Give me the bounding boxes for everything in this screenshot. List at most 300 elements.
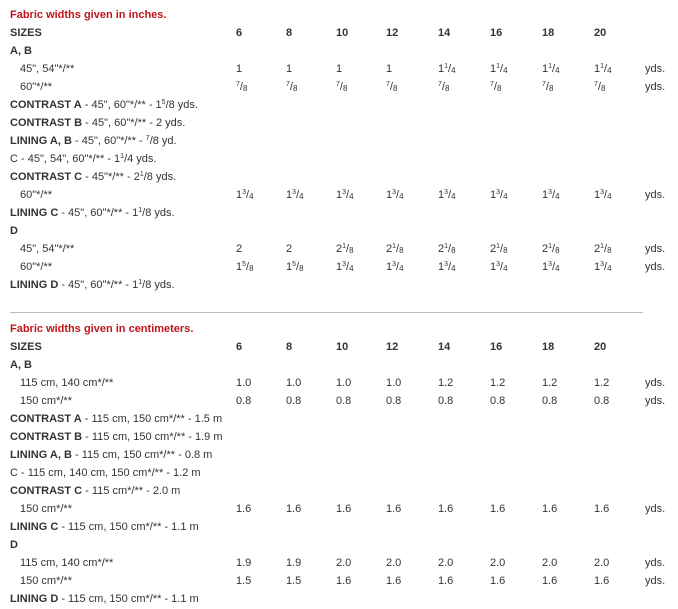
size-heading: 10 — [336, 341, 349, 353]
fraction-numerator: 1 — [138, 279, 143, 286]
size-heading: 8 — [286, 27, 293, 39]
fraction-denominator: 4 — [349, 192, 354, 201]
size-heading: 16 — [490, 27, 503, 39]
note-text: /4 yds. — [124, 153, 157, 165]
yardage-value: 0.8 — [542, 395, 558, 407]
whole-number: 2 — [386, 243, 393, 255]
yardage-value: $1^3/_4$ — [594, 261, 612, 273]
note-text: /8 yds. — [165, 99, 198, 111]
fraction-denominator: 8 — [496, 84, 502, 93]
whole-number: 1 — [336, 189, 343, 201]
note-heading: LINING D — [10, 593, 59, 605]
fabric-note — [10, 464, 201, 482]
table-row — [0, 572, 678, 590]
fraction-numerator: 3 — [242, 189, 247, 196]
whole-number: 1 — [490, 63, 497, 75]
yardage-value: 1.6 — [386, 503, 402, 515]
fraction-denominator: 8 — [249, 264, 254, 273]
note-heading: LINING A, B — [10, 135, 72, 147]
fabric-width-label: 60"*/** — [20, 81, 53, 93]
fabric-note — [10, 276, 175, 294]
size-heading: 20 — [594, 27, 607, 39]
fraction-denominator: 4 — [503, 192, 508, 201]
fraction-numerator: 5 — [292, 261, 297, 268]
fraction-numerator: 7 — [236, 81, 240, 88]
fraction-numerator: 3 — [342, 261, 347, 268]
group-heading-row — [0, 222, 678, 240]
yardage-value: 1.6 — [490, 503, 506, 515]
fabric-note — [10, 114, 185, 132]
yardage-value: $1^3/_4$ — [438, 189, 456, 201]
yardage-value: 1.6 — [490, 575, 506, 587]
yardage-value: $2^1/_8$ — [594, 243, 612, 255]
unit-label: yds. — [645, 557, 666, 569]
fraction-denominator: 4 — [451, 66, 456, 75]
yardage-value: 1.6 — [542, 503, 558, 515]
note-row — [0, 518, 678, 536]
fabric-width-label: 115 cm, 140 cm*/** — [20, 557, 114, 569]
fraction-numerator: 1 — [548, 243, 553, 250]
whole-number: 1 — [336, 261, 343, 273]
whole-number: 1 — [286, 261, 293, 273]
yardage-value: 1.6 — [438, 575, 454, 587]
note-text: - 45", 60"*/** - 2 yds. — [82, 117, 186, 129]
group-heading: D — [10, 225, 18, 237]
fraction-numerator: 7 — [336, 81, 340, 88]
unit-label: yds. — [645, 261, 666, 273]
yardage-value: $1^3/_4$ — [336, 261, 354, 273]
unit-label: yds. — [645, 63, 666, 75]
yardage-value: 1.9 — [236, 557, 252, 569]
fraction-numerator: 7 — [438, 81, 442, 88]
fraction-numerator: 1 — [138, 207, 143, 214]
note-row — [0, 276, 678, 294]
note-heading: LINING A, B — [10, 449, 72, 461]
fraction-numerator: 7 — [542, 81, 546, 88]
fraction-numerator: 5 — [242, 261, 247, 268]
sizes-header-row — [0, 24, 678, 42]
fraction-numerator: 7 — [386, 81, 390, 88]
whole-number: 1 — [594, 63, 601, 75]
table-row — [0, 392, 678, 410]
note-text: - 45", 60"*/** - 1 — [58, 207, 139, 219]
yardage-value: $1^1/_4$ — [542, 63, 560, 75]
fraction-numerator: 3 — [548, 189, 553, 196]
centimeters-section — [0, 320, 678, 608]
fraction-numerator: 3 — [600, 261, 605, 268]
fabric-note — [10, 96, 198, 114]
sizes-header-row — [0, 338, 678, 356]
whole-number: 1 — [542, 63, 549, 75]
yardage-value: 2.0 — [594, 557, 610, 569]
yardage-value: $1^3/_4$ — [236, 189, 254, 201]
size-heading: 12 — [386, 341, 399, 353]
fabric-note — [10, 428, 223, 446]
yardage-value: 0.8 — [594, 395, 610, 407]
whole-number: 1 — [438, 261, 445, 273]
yardage-value: 1.6 — [336, 575, 352, 587]
fraction-denominator: 8 — [607, 246, 612, 255]
size-heading: 14 — [438, 27, 451, 39]
table-row — [0, 258, 678, 276]
unit-label: yds. — [645, 243, 666, 255]
note-text: /8 yds. — [142, 279, 175, 291]
fraction-numerator: 1 — [600, 63, 605, 70]
yardage-value: $^7/_8$ — [542, 81, 554, 93]
yardage-value: 0.8 — [438, 395, 454, 407]
fabric-width-label: 150 cm*/** — [20, 575, 72, 587]
fraction-numerator: 3 — [292, 189, 297, 196]
fraction-denominator: 8 — [399, 246, 404, 255]
whole-number: 1 — [236, 261, 243, 273]
yardage-value: 1.0 — [236, 377, 252, 389]
note-text: - 115 cm, 150 cm*/** - 1.9 m — [82, 431, 223, 443]
yardage-value: 1.0 — [286, 377, 302, 389]
fraction-denominator: 8 — [292, 84, 298, 93]
size-heading: 12 — [386, 27, 399, 39]
note-heading: CONTRAST A — [10, 99, 82, 111]
fraction-denominator: 8 — [299, 264, 304, 273]
note-text: /8 yds. — [142, 207, 175, 219]
fraction-denominator: 8 — [503, 246, 508, 255]
note-row — [0, 114, 678, 132]
fraction-numerator: 3 — [444, 189, 449, 196]
unit-label: yds. — [645, 377, 666, 389]
yardage-value: 1.6 — [336, 503, 352, 515]
yardage-value: $1^3/_4$ — [286, 189, 304, 201]
fraction-denominator: 8 — [342, 84, 348, 93]
yardage-value: $1^3/_4$ — [594, 189, 612, 201]
yardage-value: $2^1/_8$ — [542, 243, 560, 255]
yardage-value: $^7/_8$ — [236, 81, 248, 93]
fraction-numerator: 3 — [548, 261, 553, 268]
size-heading: 20 — [594, 341, 607, 353]
yardage-value: 1.6 — [286, 503, 302, 515]
note-text: - 45", 60"*/** - — [71, 135, 146, 147]
fraction-numerator: 7 — [145, 135, 150, 142]
yardage-value: $2^1/_8$ — [438, 243, 456, 255]
whole-number: 1 — [594, 261, 601, 273]
note-text: /8 yd. — [149, 135, 177, 147]
yardage-value: $^7/_8$ — [386, 81, 398, 93]
note-text: - 45"*/** - 2 — [82, 171, 140, 183]
yardage-value: 1.2 — [594, 377, 610, 389]
yardage-value: 2.0 — [386, 557, 402, 569]
size-heading: 14 — [438, 341, 451, 353]
fraction-numerator: 7 — [490, 81, 494, 88]
fraction-denominator: 4 — [555, 264, 560, 273]
group-heading-row — [0, 536, 678, 554]
fraction-numerator: 1 — [120, 153, 125, 160]
fraction-denominator: 4 — [607, 66, 612, 75]
yardage-value: 1.0 — [336, 377, 352, 389]
fraction-numerator: 7 — [594, 81, 598, 88]
yardage-value: 0.8 — [490, 395, 506, 407]
note-row — [0, 150, 678, 168]
yardage-value: $2^1/_8$ — [336, 243, 354, 255]
yardage-value: 1.2 — [438, 377, 454, 389]
note-heading: LINING D — [10, 279, 59, 291]
whole-number: 2 — [336, 243, 343, 255]
yardage-value: 0.8 — [336, 395, 352, 407]
note-row — [0, 168, 678, 186]
yardage-value: 1.0 — [386, 377, 402, 389]
fraction-denominator: 8 — [600, 84, 606, 93]
size-heading: 18 — [542, 341, 555, 353]
fabric-note — [10, 410, 222, 428]
yardage-value: 1.5 — [236, 575, 252, 587]
fabric-note — [10, 590, 199, 608]
fraction-denominator: 4 — [299, 192, 304, 201]
fabric-width-label: 45", 54"*/** — [20, 63, 75, 75]
section-title-row — [0, 320, 678, 338]
whole-number: 1 — [386, 261, 393, 273]
fraction-numerator: 3 — [496, 189, 501, 196]
whole-number: 1 — [542, 261, 549, 273]
section-title: Fabric widths given in centimeters. — [10, 323, 194, 335]
note-heading: CONTRAST C — [10, 171, 83, 183]
yardage-value: $2^1/_8$ — [386, 243, 404, 255]
yardage-value: 1.6 — [386, 575, 402, 587]
fabric-note — [10, 446, 212, 464]
yardage-value: $1^3/_4$ — [490, 189, 508, 201]
fraction-denominator: 8 — [451, 246, 456, 255]
fraction-numerator: 1 — [496, 63, 501, 70]
yardage-value: $1^3/_4$ — [336, 189, 354, 201]
whole-number: 1 — [386, 189, 393, 201]
section-title-row — [0, 6, 678, 24]
fraction-denominator: 4 — [555, 192, 560, 201]
fabric-width-label: 60"*/** — [20, 189, 53, 201]
note-text: - 115 cm, 150 cm*/** - 1.1 m — [58, 521, 199, 533]
fabric-width-label: 45", 54"*/** — [20, 243, 75, 255]
unit-label: yds. — [645, 81, 666, 93]
yardage-value: 1.5 — [286, 575, 302, 587]
group-heading: D — [10, 539, 18, 551]
fraction-numerator: 3 — [496, 261, 501, 268]
note-row — [0, 464, 678, 482]
fraction-denominator: 8 — [555, 246, 560, 255]
whole-number: 1 — [490, 261, 497, 273]
yardage-value: $1^3/_4$ — [542, 261, 560, 273]
yardage-value: 0.8 — [286, 395, 302, 407]
fraction-numerator: 1 — [444, 63, 449, 70]
note-heading: LINING C — [10, 521, 59, 533]
yardage-value: 2.0 — [490, 557, 506, 569]
group-heading: A, B — [10, 45, 32, 57]
yardage-value: 2 — [236, 243, 243, 255]
yardage-value: 1.9 — [286, 557, 302, 569]
whole-number: 1 — [438, 189, 445, 201]
fraction-numerator: 1 — [496, 243, 501, 250]
fraction-numerator: 1 — [600, 243, 605, 250]
yardage-value: 2.0 — [438, 557, 454, 569]
fabric-note — [10, 132, 177, 150]
yardage-value: 1 — [236, 63, 243, 75]
fabric-width-label: 150 cm*/** — [20, 503, 72, 515]
yardage-value: $^7/_8$ — [286, 81, 298, 93]
yardage-value: 2.0 — [336, 557, 352, 569]
yardage-value: 1.6 — [594, 575, 610, 587]
fraction-numerator: 3 — [600, 189, 605, 196]
note-heading: CONTRAST B — [10, 117, 83, 129]
whole-number: 2 — [542, 243, 549, 255]
fraction-denominator: 4 — [607, 264, 612, 273]
table-row — [0, 186, 678, 204]
group-heading: A, B — [10, 359, 32, 371]
yardage-value: 1 — [286, 63, 293, 75]
yardage-value: 0.8 — [386, 395, 402, 407]
yardage-value: 1.6 — [236, 503, 252, 515]
table-row — [0, 554, 678, 572]
yardage-value: $1^1/_4$ — [438, 63, 456, 75]
fraction-denominator: 8 — [444, 84, 450, 93]
fraction-denominator: 8 — [392, 84, 398, 93]
fraction-numerator: 1 — [139, 171, 144, 178]
note-row — [0, 132, 678, 150]
whole-number: 1 — [438, 63, 445, 75]
yardage-value: 1.6 — [438, 503, 454, 515]
yardage-value: $^7/_8$ — [594, 81, 606, 93]
yardage-value: 1.2 — [542, 377, 558, 389]
fraction-numerator: 3 — [342, 189, 347, 196]
fabric-width-label: 115 cm, 140 cm*/** — [20, 377, 114, 389]
fabric-width-label: 150 cm*/** — [20, 395, 72, 407]
yardage-value: $2^1/_8$ — [490, 243, 508, 255]
fraction-numerator: 1 — [548, 63, 553, 70]
note-row — [0, 446, 678, 464]
fraction-numerator: 1 — [444, 243, 449, 250]
size-heading: 16 — [490, 341, 503, 353]
note-text: - 115 cm, 150 cm*/** - 1.5 m — [81, 413, 223, 425]
fraction-numerator: 7 — [286, 81, 290, 88]
fraction-denominator: 4 — [503, 264, 508, 273]
fraction-denominator: 4 — [249, 192, 254, 201]
fraction-denominator: 4 — [451, 264, 456, 273]
whole-number: 1 — [286, 189, 293, 201]
size-heading: 6 — [236, 341, 243, 353]
table-row — [0, 374, 678, 392]
note-text: - 115 cm, 150 cm*/** - 0.8 m — [71, 449, 213, 461]
group-heading-row — [0, 356, 678, 374]
inches-section — [0, 6, 678, 294]
yardage-value: 1.6 — [542, 575, 558, 587]
size-heading: 18 — [542, 27, 555, 39]
whole-number: 1 — [542, 189, 549, 201]
fabric-note — [10, 150, 156, 168]
fabric-note — [10, 204, 175, 222]
yardage-value: $1^5/_8$ — [236, 261, 254, 273]
yardage-value: $^7/_8$ — [336, 81, 348, 93]
yardage-value: $1^3/_4$ — [386, 189, 404, 201]
table-row — [0, 78, 678, 96]
fraction-denominator: 8 — [349, 246, 354, 255]
fraction-denominator: 4 — [399, 264, 404, 273]
note-text: - 45", 60"*/** - 1 — [81, 99, 162, 111]
note-row — [0, 96, 678, 114]
sizes-label: SIZES — [10, 341, 42, 353]
size-heading: 10 — [336, 27, 349, 39]
yardage-value: $1^5/_8$ — [286, 261, 304, 273]
note-row — [0, 482, 678, 500]
whole-number: 2 — [438, 243, 445, 255]
yardage-value: $^7/_8$ — [438, 81, 450, 93]
fraction-denominator: 4 — [607, 192, 612, 201]
yardage-value: 2.0 — [542, 557, 558, 569]
yardage-value: $1^1/_4$ — [490, 63, 508, 75]
fraction-denominator: 4 — [503, 66, 508, 75]
sizes-label: SIZES — [10, 27, 42, 39]
fraction-numerator: 5 — [161, 99, 166, 106]
note-heading: CONTRAST B — [10, 431, 83, 443]
fraction-denominator: 4 — [451, 192, 456, 201]
note-text: C - 115 cm, 140 cm, 150 cm*/** - 1.2 m — [10, 467, 201, 479]
fabric-note — [10, 518, 199, 536]
table-row — [0, 60, 678, 78]
note-text: - 115 cm*/** - 2.0 m — [82, 485, 181, 497]
unit-label: yds. — [645, 503, 666, 515]
fraction-denominator: 4 — [399, 192, 404, 201]
fraction-denominator: 4 — [555, 66, 560, 75]
unit-label: yds. — [645, 189, 666, 201]
yardage-value: 1.6 — [594, 503, 610, 515]
table-row — [0, 240, 678, 258]
fabric-note — [10, 482, 180, 500]
fraction-numerator: 3 — [444, 261, 449, 268]
whole-number: 1 — [236, 189, 243, 201]
fraction-numerator: 1 — [342, 243, 347, 250]
note-text: - 45", 60"*/** - 1 — [58, 279, 139, 291]
size-heading: 6 — [236, 27, 243, 39]
unit-label: yds. — [645, 395, 666, 407]
section-title: Fabric widths given in inches. — [10, 9, 167, 21]
whole-number: 1 — [490, 189, 497, 201]
fabric-note — [10, 168, 176, 186]
fraction-numerator: 3 — [392, 189, 397, 196]
yardage-value: 2 — [286, 243, 293, 255]
yardage-value: $1^3/_4$ — [490, 261, 508, 273]
note-text: /8 yds. — [143, 171, 177, 183]
note-text: C - 45", 54", 60"*/** - 1 — [10, 153, 121, 165]
group-heading-row — [0, 42, 678, 60]
yardage-value: $1^3/_4$ — [542, 189, 560, 201]
section-divider — [10, 312, 643, 313]
fraction-denominator: 8 — [548, 84, 554, 93]
note-row — [0, 428, 678, 446]
fraction-denominator: 8 — [242, 84, 248, 93]
note-heading: CONTRAST A — [10, 413, 82, 425]
note-heading: LINING C — [10, 207, 59, 219]
note-row — [0, 204, 678, 222]
yardage-value: 0.8 — [236, 395, 252, 407]
note-text: - 115 cm, 150 cm*/** - 1.1 m — [58, 593, 199, 605]
yardage-value: 1 — [336, 63, 343, 75]
size-heading: 8 — [286, 341, 293, 353]
note-row — [0, 590, 678, 608]
unit-label: yds. — [645, 575, 666, 587]
fraction-numerator: 3 — [392, 261, 397, 268]
yardage-value: 1 — [386, 63, 393, 75]
yardage-value: $1^1/_4$ — [594, 63, 612, 75]
yardage-value: $1^3/_4$ — [438, 261, 456, 273]
yardage-value: 1.2 — [490, 377, 506, 389]
fabric-width-label: 60"*/** — [20, 261, 53, 273]
note-heading: CONTRAST C — [10, 485, 83, 497]
yardage-value: $^7/_8$ — [490, 81, 502, 93]
yardage-value: $1^3/_4$ — [386, 261, 404, 273]
whole-number: 2 — [594, 243, 601, 255]
whole-number: 1 — [594, 189, 601, 201]
